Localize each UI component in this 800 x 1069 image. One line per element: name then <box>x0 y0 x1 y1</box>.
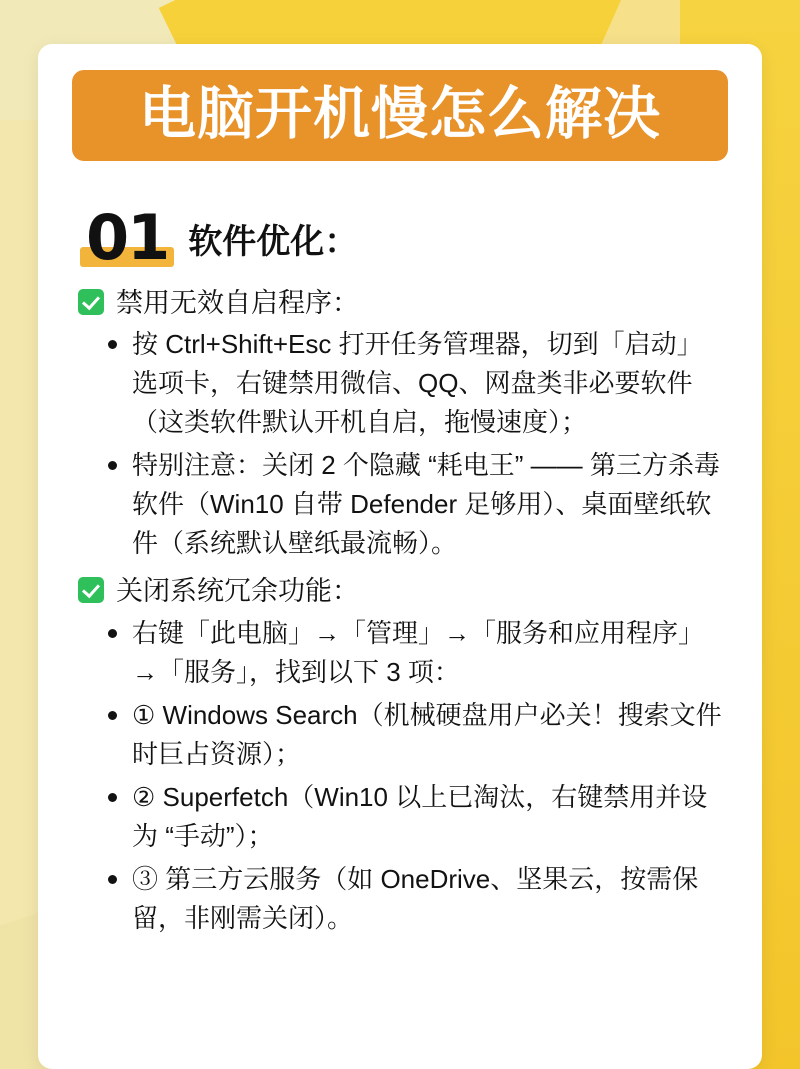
section-title: 软件优化： <box>188 222 359 262</box>
list-item: 按 Ctrl+Shift+Esc 打开任务管理器，切到「启动」选项卡，右键禁用微信、QQ、网盘类非必要软件（这类软件默认开机自启，拖慢速度）； <box>106 325 722 442</box>
check-label: 禁用无效自启程序： <box>116 288 359 318</box>
list-item: ③ 第三方云服务（如 OneDrive、坚果云，按需保留，非刚需关闭）。 <box>106 860 722 938</box>
check-item <box>78 573 722 609</box>
list-item: 特别注意：关闭 2 个隐藏 “耗电王” —— 第三方杀毒软件（Win10 自带 Defender 足够用）、桌面壁纸软件（系统默认壁纸最流畅）。 <box>106 446 722 563</box>
content-body <box>72 285 728 938</box>
section-number: 01 <box>86 201 169 274</box>
list-item: ① Windows Search（机械硬盘用户必关！搜索文件时巨占资源）； <box>106 696 722 774</box>
check-icon <box>78 289 104 315</box>
poster-card <box>38 44 762 1069</box>
list-item: ② Superfetch（Win10 以上已淘汰，右键禁用并设为 “手动”）； <box>106 778 722 856</box>
bullet-list <box>78 325 722 563</box>
bullet-list <box>78 614 722 938</box>
section-number-wrap <box>80 201 174 274</box>
check-item <box>78 285 722 321</box>
list-item: 右键「此电脑」→「管理」→「服务和应用程序」→「服务」，找到以下 3 项： <box>106 614 722 692</box>
page-title: 电脑开机慢怎么解决 <box>139 81 661 147</box>
section-heading <box>80 197 728 274</box>
check-label: 关闭系统冗余功能： <box>116 576 359 607</box>
check-icon <box>78 577 104 603</box>
title-banner <box>72 70 728 161</box>
